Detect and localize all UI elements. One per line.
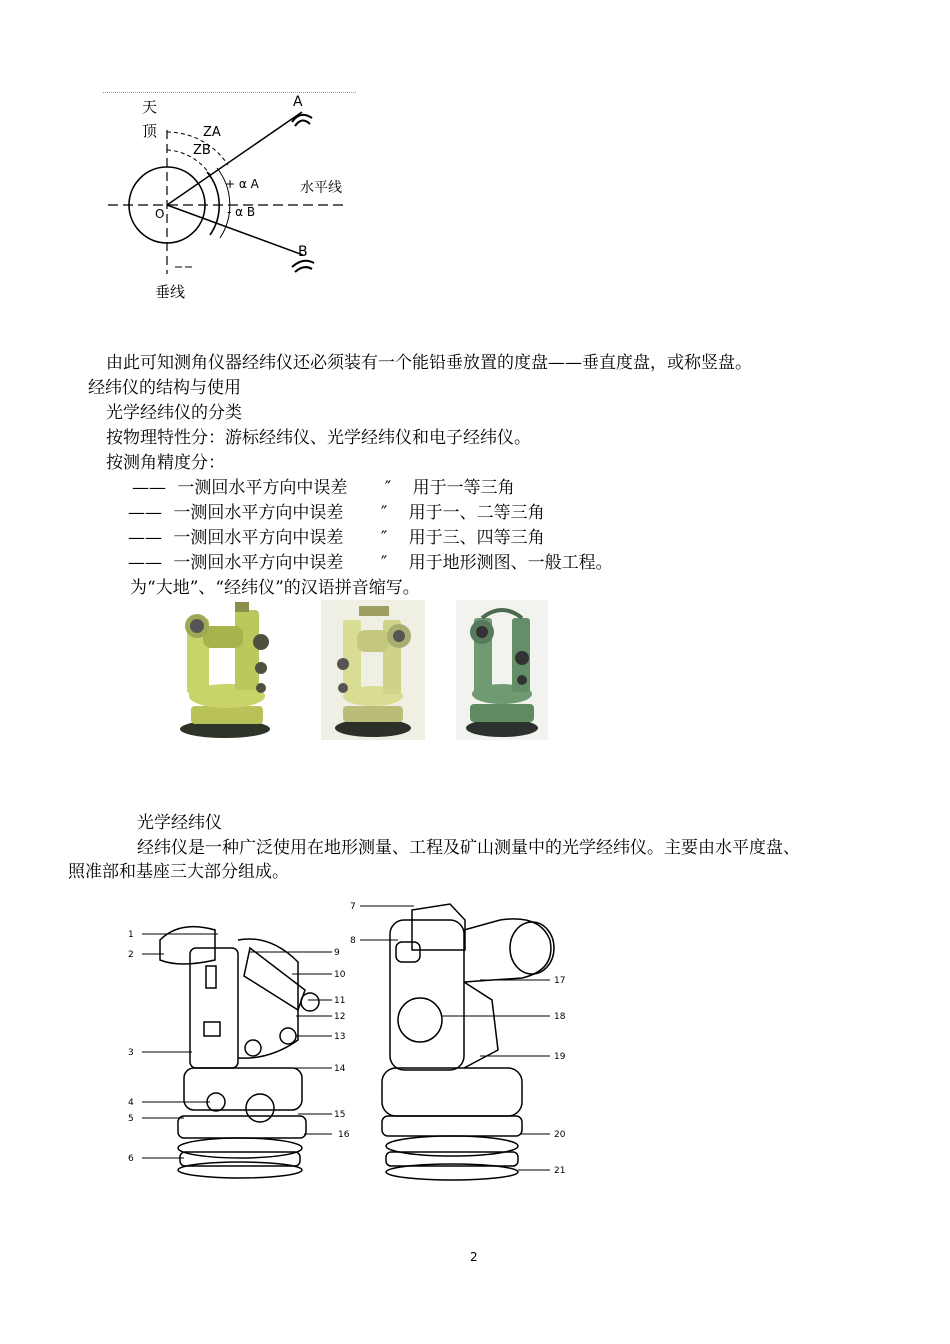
item-dash: —— <box>128 553 162 573</box>
item-seconds: ″ <box>380 553 388 573</box>
item-use: 用于一等三角 <box>412 478 515 498</box>
precision-item <box>128 552 613 574</box>
paragraph-optical-2: 照准部和基座三大部分组成。 <box>68 862 289 882</box>
part-label: 5 <box>128 1114 134 1124</box>
part-label: 11 <box>334 996 346 1006</box>
target-b-icon <box>292 261 314 272</box>
part-label: 8 <box>350 936 356 946</box>
heading-optical-theodolite: 光学经纬仪 <box>137 813 222 833</box>
part-label: 6 <box>128 1154 134 1164</box>
part-label: 9 <box>334 948 340 958</box>
label-a: A <box>293 94 303 110</box>
line-oa <box>167 112 302 205</box>
theodolite-parts-drawing <box>120 890 580 1190</box>
part-label: 15 <box>334 1110 346 1120</box>
item-seconds: ″ <box>380 528 388 548</box>
theodolite-photo-3 <box>456 600 548 740</box>
part-label: 3 <box>128 1048 134 1058</box>
item-desc: 一测回水平方向中误差 <box>177 478 348 498</box>
arc-alpha <box>207 172 219 235</box>
label-zb: ZB <box>193 143 211 158</box>
part-label: 4 <box>128 1098 134 1108</box>
label-alpha-b: - α B <box>227 205 256 219</box>
item-use: 用于地形测图、一般工程。 <box>408 553 613 573</box>
paragraph-vertical-circle: 由此可知测角仪器经纬仪还必须装有一个能铅垂放置的度盘——垂直度盘，或称竖盘。 <box>106 353 752 373</box>
item-desc: 一测回水平方向中误差 <box>173 503 344 523</box>
label-za: ZA <box>203 125 221 140</box>
part-label: 7 <box>350 902 356 912</box>
heading-structure: 经纬仪的结构与使用 <box>88 378 241 398</box>
item-use: 用于一、二等三角 <box>408 503 545 523</box>
heading-classification: 光学经纬仪的分类 <box>106 403 242 423</box>
part-label: 10 <box>334 970 346 980</box>
theodolite-photo-2 <box>321 600 425 740</box>
paragraph-optical-1: 经纬仪是一种广泛使用在地形测量、工程及矿山测量中的光学经纬仪。主要由水平度盘、 <box>137 838 800 858</box>
item-seconds: ″ <box>380 503 388 523</box>
precision-item <box>128 502 545 524</box>
part-label: 1 <box>128 930 134 940</box>
part-label: 13 <box>334 1032 346 1042</box>
item-dash: —— <box>132 478 166 498</box>
part-label: 16 <box>338 1130 350 1140</box>
label-zenith-1: 天 <box>142 98 158 116</box>
part-label: 19 <box>554 1052 566 1062</box>
precision-item <box>128 527 545 549</box>
part-label: 17 <box>554 976 566 986</box>
label-alpha-a: + α A <box>225 177 259 191</box>
paragraph-physical: 按物理特性分：游标经纬仪、光学经纬仪和电子经纬仪。 <box>106 428 531 448</box>
label-origin: O <box>155 207 165 221</box>
item-use: 用于三、四等三角 <box>408 528 545 548</box>
item-dash: —— <box>128 528 162 548</box>
item-desc: 一测回水平方向中误差 <box>173 553 344 573</box>
label-horizontal: 水平线 <box>300 180 342 196</box>
label-vertical: 垂线 <box>155 283 186 301</box>
part-label: 14 <box>334 1064 346 1074</box>
label-b: B <box>298 244 308 260</box>
part-label: 21 <box>554 1166 566 1176</box>
part-label: 20 <box>554 1130 566 1140</box>
item-seconds: ″ <box>384 478 392 498</box>
page-number: 2 <box>470 1250 478 1264</box>
theodolite-photo-1 <box>173 598 281 740</box>
paragraph-precision: 按测角精度分： <box>106 453 225 473</box>
part-label: 2 <box>128 950 134 960</box>
item-dash: —— <box>128 503 162 523</box>
label-zenith-2: 顶 <box>142 122 158 140</box>
zenith-angle-diagram <box>100 92 360 307</box>
item-desc: 一测回水平方向中误差 <box>173 528 344 548</box>
precision-item <box>132 477 515 499</box>
part-label: 18 <box>554 1012 566 1022</box>
part-label: 12 <box>334 1012 346 1022</box>
paragraph-pinyin: 为“大地”、“经纬仪”的汉语拼音缩写。 <box>130 578 420 598</box>
